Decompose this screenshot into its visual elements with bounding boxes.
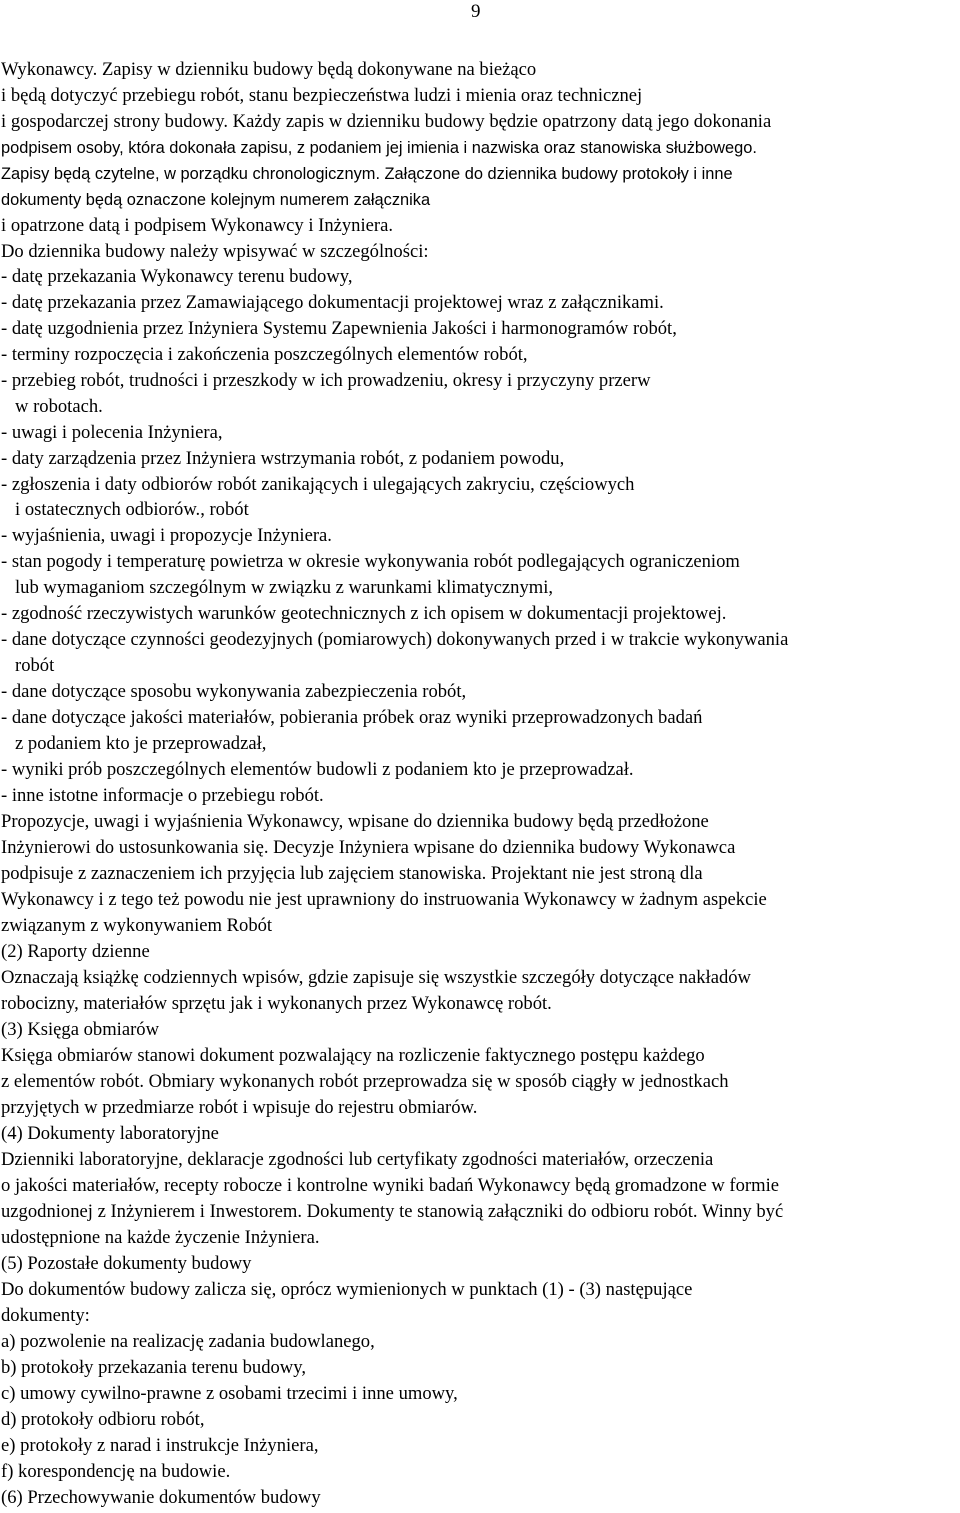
text-line: Dzienniki laboratoryjne, deklaracje zgodności lub certyfikaty zgodności materiałów, orzeczenia	[1, 1149, 714, 1170]
text-line: udostępnione na każde życzenie Inżyniera.	[1, 1227, 320, 1248]
list-item: e) protokoły z narad i instrukcje Inżyniera,	[1, 1435, 319, 1456]
text-line: Wykonawcy. Zapisy w dzienniku budowy będą dokonywane na bieżąco	[1, 59, 537, 80]
text-line: podpisem osoby, która dokonała zapisu, z podaniem jej imienia i nazwiska oraz stanowiska służbowego.	[1, 139, 757, 157]
page-number: 9	[471, 1, 481, 22]
list-item-continuation: robót	[15, 655, 55, 676]
list-item-continuation: z podaniem kto je przeprowadzał,	[15, 733, 267, 754]
list-item: - przebieg robót, trudności i przeszkody w ich prowadzeniu, okresy i przyczyny przerw	[1, 370, 651, 391]
list-item-continuation: w robotach.	[15, 396, 103, 417]
list-item: - datę uzgodnienia przez Inżyniera Systemu Zapewnienia Jakości i harmonogramów robót,	[1, 318, 677, 339]
list-item-continuation: lub wymaganiom szczególnym w związku z warunkami klimatycznymi,	[15, 577, 554, 598]
list-item: a) pozwolenie na realizację zadania budowlanego,	[1, 1331, 375, 1352]
text-line: Propozycje, uwagi i wyjaśnienia Wykonawcy, wpisane do dziennika budowy będą przedłożone	[1, 811, 709, 832]
list-item: - datę przekazania przez Zamawiającego dokumentacji projektowej wraz z załącznikami.	[1, 292, 664, 313]
text-line: Oznaczają książkę codziennych wpisów, gdzie zapisuje się wszystkie szczegóły dotyczące nakładów	[1, 967, 751, 988]
text-line: dokumenty:	[1, 1305, 90, 1326]
section-heading: (5) Pozostałe dokumenty budowy	[1, 1253, 252, 1274]
text-line: przyjętych w przedmiarze robót i wpisuje do rejestru obmiarów.	[1, 1097, 478, 1118]
list-item: b) protokoły przekazania terenu budowy,	[1, 1357, 306, 1378]
section-heading: (2) Raporty dzienne	[1, 941, 150, 962]
text-line: związanym z wykonywaniem Robót	[1, 915, 273, 936]
text-line: i gospodarczej strony budowy. Każdy zapis w dzienniku budowy będzie opatrzony datą jego dokonania	[1, 111, 772, 132]
text-line: Inżynierowi do ustosunkowania się. Decyzje Inżyniera wpisane do dziennika budowy Wykonawca	[1, 837, 736, 858]
section-heading: (4) Dokumenty laboratoryjne	[1, 1123, 219, 1144]
text-line: Zapisy będą czytelne, w porządku chronologicznym. Załączone do dziennika budowy protokoły i inne	[1, 165, 733, 183]
list-item: - dane dotyczące jakości materiałów, pobierania próbek oraz wyniki przeprowadzonych badań	[1, 707, 703, 728]
list-item: - daty zarządzenia przez Inżyniera wstrzymania robót, z podaniem powodu,	[1, 448, 565, 469]
text-line: Księga obmiarów stanowi dokument pozwalający na rozliczenie faktycznego postępu każdego	[1, 1045, 705, 1066]
text-line: i będą dotyczyć przebiegu robót, stanu bezpieczeństwa ludzi i mienia oraz technicznej	[1, 85, 643, 106]
section-heading: (6) Przechowywanie dokumentów budowy	[1, 1487, 321, 1508]
list-item: - terminy rozpoczęcia i zakończenia poszczególnych elementów robót,	[1, 344, 528, 365]
list-item: - wyjaśnienia, uwagi i propozycje Inżyniera.	[1, 525, 332, 546]
list-item: f) korespondencję na budowie.	[1, 1461, 231, 1482]
list-item: - dane dotyczące sposobu wykonywania zabezpieczenia robót,	[1, 681, 467, 702]
list-item: - datę przekazania Wykonawcy terenu budowy,	[1, 266, 353, 287]
text-line: z elementów robót. Obmiary wykonanych robót przeprowadza się w sposób ciągły w jednostkach	[1, 1071, 729, 1092]
text-line: o jakości materiałów, recepty robocze i kontrolne wyniki badań Wykonawcy będą gromadzone w formie	[1, 1175, 779, 1196]
text-line: robocizny, materiałów sprzętu jak i wykonanych przez Wykonawcę robót.	[1, 993, 552, 1014]
text-line: podpisuje z zaznaczeniem ich przyjęcia lub zajęciem stanowiska. Projektant nie jest stroną dla	[1, 863, 703, 884]
list-item: - stan pogody i temperaturę powietrza w okresie wykonywania robót podlegających ograniczeniom	[1, 551, 740, 572]
list-item: - dane dotyczące czynności geodezyjnych (pomiarowych) dokonywanych przed i w trakcie wykonywania	[1, 629, 789, 650]
list-item: d) protokoły odbioru robót,	[1, 1409, 205, 1430]
list-item: - uwagi i polecenia Inżyniera,	[1, 422, 223, 443]
list-item: - inne istotne informacje o przebiegu robót.	[1, 785, 324, 806]
text-line: Wykonawcy i z tego też powodu nie jest uprawniony do instruowania Wykonawcy w żadnym aspekcie	[1, 889, 767, 910]
text-line: i opatrzone datą i podpisem Wykonawcy i Inżyniera.	[1, 215, 393, 236]
list-item: - zgodność rzeczywistych warunków geotechnicznych z ich opisem w dokumentacji projektowej.	[1, 603, 727, 624]
list-item: - wyniki prób poszczególnych elementów budowli z podaniem kto je przeprowadzał.	[1, 759, 634, 780]
section-heading: (3) Księga obmiarów	[1, 1019, 160, 1040]
text-line: uzgodnionej z Inżynierem i Inwestorem. Dokumenty te stanowią załączniki do odbioru robót. Winny być	[1, 1201, 784, 1222]
list-item: - zgłoszenia i daty odbiorów robót zanikających i ulegających zakryciu, częściowych	[1, 474, 635, 495]
text-line: Do dokumentów budowy zalicza się, oprócz wymienionych w punktach (1) - (3) następujące	[1, 1279, 693, 1300]
list-item: c) umowy cywilno-prawne z osobami trzecimi i inne umowy,	[1, 1383, 458, 1404]
text-line: Do dziennika budowy należy wpisywać w szczególności:	[1, 241, 429, 262]
text-line: dokumenty będą oznaczone kolejnym numerem załącznika	[1, 191, 431, 209]
list-item-continuation: i ostatecznych odbiorów., robót	[15, 499, 249, 520]
